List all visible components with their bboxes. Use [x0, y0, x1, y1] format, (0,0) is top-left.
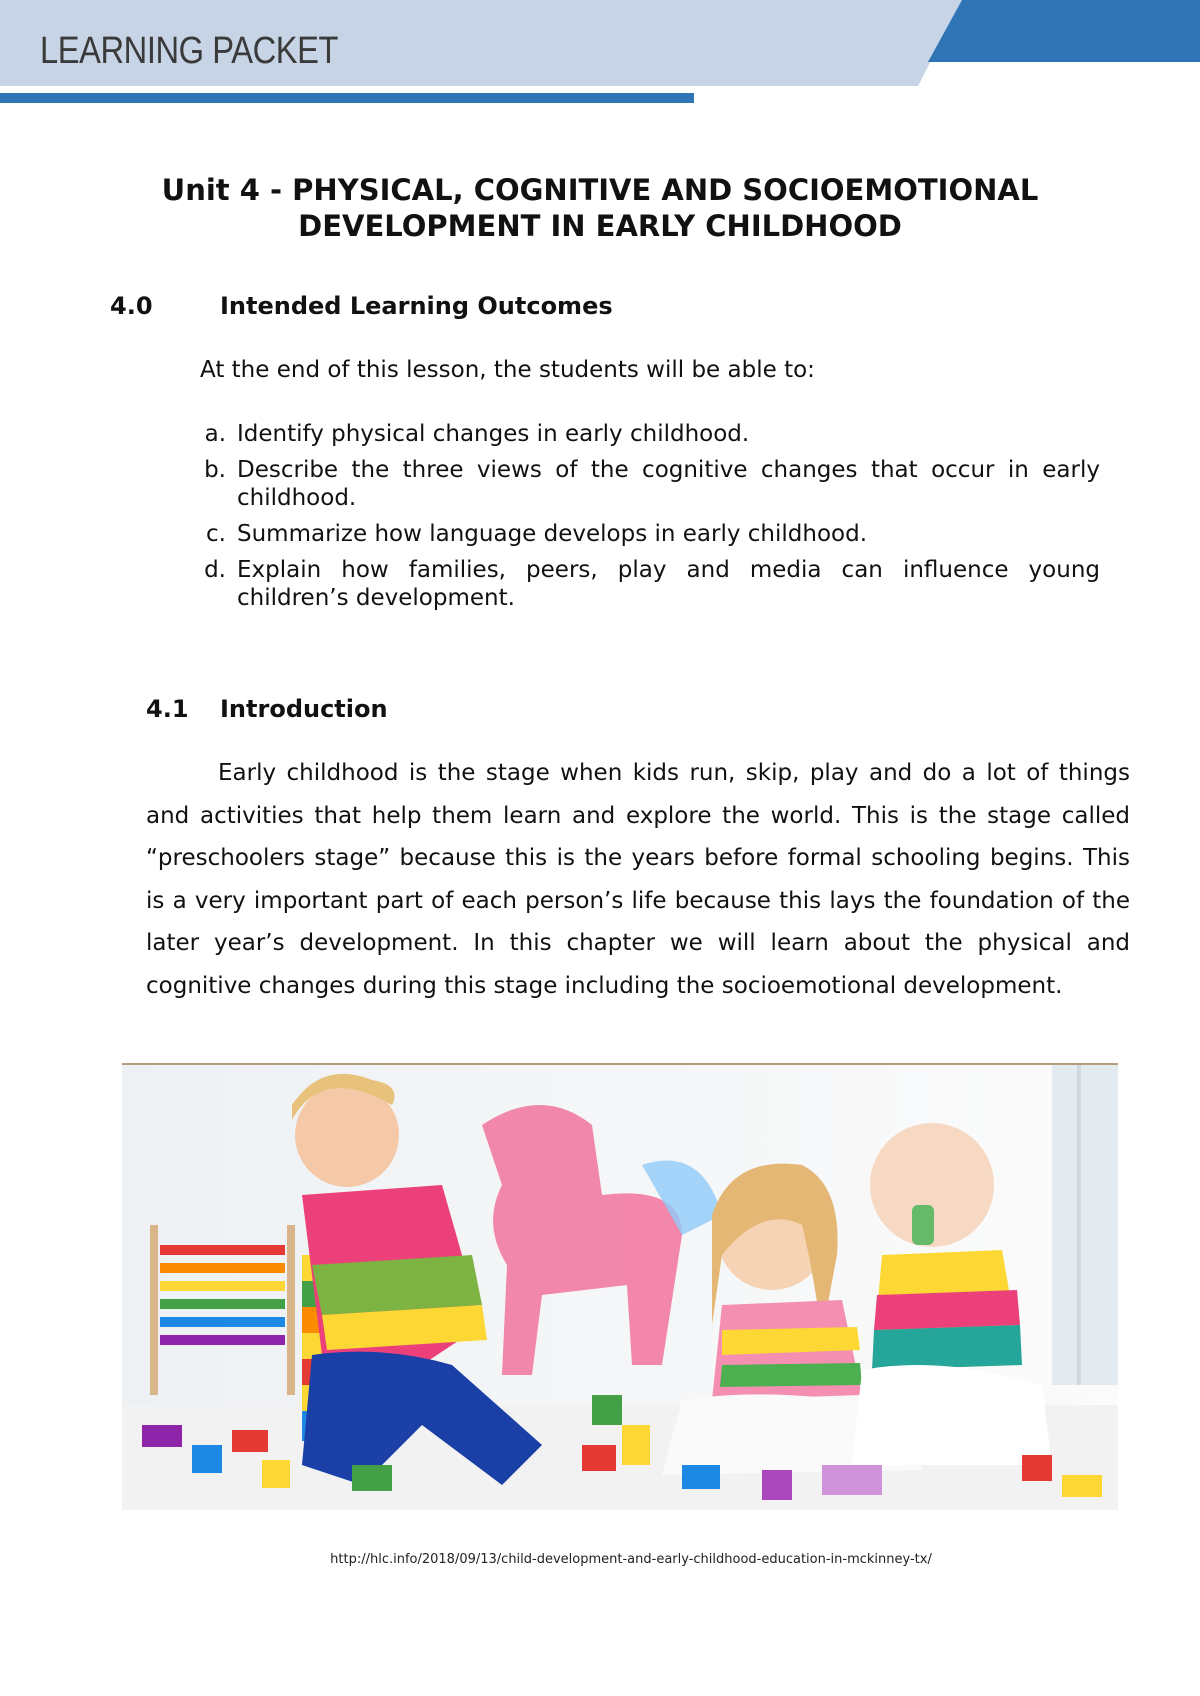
list-item	[190, 556, 1100, 612]
list-item-text: Summarize how language develops in early childhood.	[237, 521, 868, 547]
section-title: Introduction	[220, 695, 388, 723]
section-title: Intended Learning Outcomes	[220, 292, 613, 320]
list-item	[190, 420, 1100, 448]
list-marker: b.	[204, 457, 226, 483]
outcomes-list	[190, 420, 1100, 620]
list-marker: a.	[204, 421, 226, 447]
list-item	[190, 520, 1100, 548]
unit-title: Unit 4 - PHYSICAL, COGNITIVE AND SOCIOEMOTIONAL DEVELOPMENT IN EARLY CHILDHOOD	[161, 173, 1039, 243]
list-item	[190, 456, 1100, 512]
list-item-text: Identify physical changes in early childhood.	[237, 421, 750, 447]
outcomes-intro: At the end of this lesson, the students will be able to:	[200, 357, 815, 383]
header-title: LEARNING PACKET	[40, 30, 339, 72]
children-playing-photo	[122, 1063, 1118, 1512]
list-item-text: Explain how families, peers, play and media can influence young children’s development.	[237, 557, 1100, 611]
page-header	[0, 0, 1200, 110]
list-marker: d.	[204, 557, 226, 583]
list-item-text: Describe the three views of the cognitive changes that occur in early childhood.	[237, 457, 1100, 511]
section-number: 4.1	[146, 695, 189, 723]
list-marker: c.	[206, 521, 226, 547]
introduction-paragraph: Early childhood is the stage when kids run, skip, play and do a lot of things and activities that help them learn and explore the world. This is the stage called “preschoolers stage” because this is the years before formal schooling begins. This is a very important part of each person’s life because this lays the foundation of the later year’s development. In this chapter we will learn about the physical and cognitive changes during this stage including the socioemotional development.	[146, 760, 1130, 999]
section-number: 4.0	[110, 292, 153, 320]
image-source-caption: http://hlc.info/2018/09/13/child-development-and-early-childhood-education-in-mckinney-tx/	[330, 1552, 932, 1567]
